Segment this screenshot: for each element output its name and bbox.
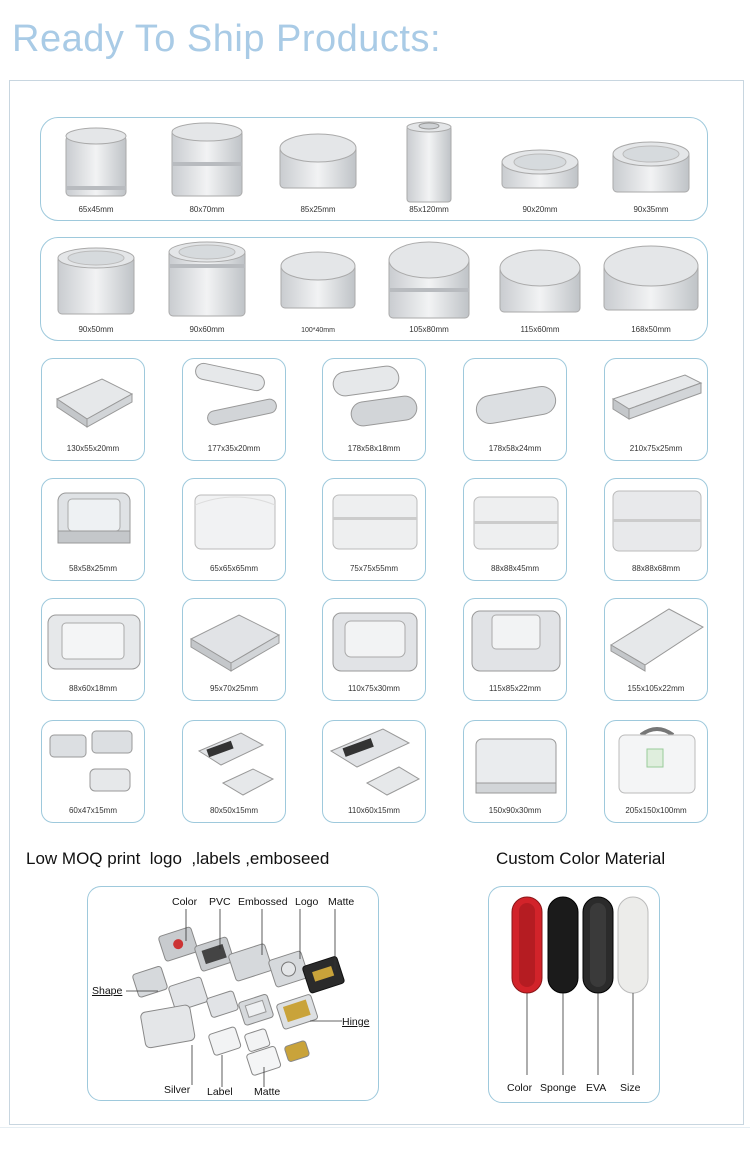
box-tin-88x88x45[interactable] <box>463 478 567 581</box>
label-label: Label <box>207 1086 233 1098</box>
box-tin-88x60x18[interactable] <box>41 598 145 701</box>
tin-85x120[interactable] <box>374 118 484 220</box>
box-tin-75x75x55[interactable] <box>322 478 426 581</box>
tin-90x20[interactable] <box>485 118 595 220</box>
size-label: 95x70x25mm <box>209 684 259 693</box>
size-label: 58x58x25mm <box>68 564 118 573</box>
size-label: 90x50mm <box>78 325 114 334</box>
box-tin-110x75x30[interactable] <box>322 598 426 701</box>
box-tin-115x85x22[interactable] <box>463 598 567 701</box>
size-label: 88x88x68mm <box>631 564 681 573</box>
moq-heading: Low MOQ print logo ,labels ,emboseed <box>26 849 330 868</box>
size-label: 90x20mm <box>522 205 558 214</box>
box-tin-178x58x24[interactable] <box>463 358 567 461</box>
round-tins-panel-1 <box>40 117 708 221</box>
box-tin-210x75x25[interactable] <box>604 358 708 461</box>
tin-100x40[interactable] <box>263 238 373 340</box>
material-sponge: Sponge <box>540 1082 577 1094</box>
tin-105x80[interactable] <box>374 238 484 340</box>
size-label: 88x60x18mm <box>68 684 118 693</box>
size-label: 85x120mm <box>409 205 449 214</box>
box-tin-80x50x15[interactable] <box>182 720 286 823</box>
tin-90x50[interactable] <box>41 238 151 340</box>
box-tin-65x65x65[interactable] <box>182 478 286 581</box>
bottom-divider <box>0 1127 750 1128</box>
material-heading: Custom Color Material <box>496 849 666 868</box>
box-tin-155x105x22[interactable] <box>604 598 708 701</box>
label-matte-bottom: Matte <box>254 1086 281 1098</box>
size-label: 177x35x20mm <box>207 444 261 453</box>
tin-168x50[interactable] <box>596 238 706 340</box>
swatch-size <box>618 897 648 993</box>
tin-80x70[interactable] <box>152 118 262 220</box>
size-label: 65x65x65mm <box>209 564 259 573</box>
size-label: 85x25mm <box>300 205 336 214</box>
size-label: 60x47x15mm <box>68 806 118 815</box>
label-embossed: Embossed <box>238 896 288 908</box>
material-size: Size <box>620 1082 641 1094</box>
size-label: 115x60mm <box>520 325 560 334</box>
size-label: 100*40mm <box>301 327 335 334</box>
size-label: 178x58x18mm <box>347 444 401 453</box>
round-tins-panel-2 <box>40 237 708 341</box>
size-label: 65x45mm <box>78 205 114 214</box>
size-label: 130x55x20mm <box>66 444 120 453</box>
size-label: 178x58x24mm <box>488 444 542 453</box>
tin-collage <box>88 887 380 1102</box>
label-shape: Shape <box>92 985 123 997</box>
box-tin-95x70x25[interactable] <box>182 598 286 701</box>
box-tin-130x55x20[interactable] <box>41 358 145 461</box>
box-tin-88x88x68[interactable] <box>604 478 708 581</box>
label-logo: Logo <box>295 896 319 908</box>
box-tin-58x58x25[interactable] <box>41 478 145 581</box>
box-tin-177x35x20[interactable] <box>182 358 286 461</box>
size-label: 150x90x30mm <box>488 806 542 815</box>
size-label: 155x105x22mm <box>627 684 685 693</box>
material-eva: EVA <box>586 1082 607 1094</box>
size-label: 75x75x55mm <box>349 564 399 573</box>
swatch-sponge <box>548 897 578 993</box>
size-label: 105x80mm <box>409 325 449 334</box>
material-color: Color <box>507 1082 533 1094</box>
moq-panel <box>87 886 379 1101</box>
size-label: 205x150x100mm <box>625 806 687 815</box>
box-tin-205x150x100[interactable] <box>604 720 708 823</box>
size-label: 90x35mm <box>633 205 669 214</box>
box-tin-150x90x30[interactable] <box>463 720 567 823</box>
label-hinge: Hinge <box>342 1016 370 1028</box>
size-label: 110x60x15mm <box>348 806 400 815</box>
label-matte-top: Matte <box>328 896 355 908</box>
box-tin-110x60x15[interactable] <box>322 720 426 823</box>
size-label: 90x60mm <box>189 325 225 334</box>
size-label: 88x88x45mm <box>490 564 540 573</box>
tin-65x45[interactable] <box>41 118 151 220</box>
material-panel <box>488 886 660 1103</box>
tin-90x60[interactable] <box>152 238 262 340</box>
size-label: 168x50mm <box>631 325 671 334</box>
size-label: 80x50x15mm <box>209 806 259 815</box>
tin-90x35[interactable] <box>596 118 706 220</box>
size-label: 115x85x22mm <box>489 684 541 693</box>
tin-115x60[interactable] <box>485 238 595 340</box>
box-tin-178x58x18[interactable] <box>322 358 426 461</box>
size-label: 80x70mm <box>189 205 225 214</box>
label-pvc: PVC <box>209 896 231 908</box>
label-color: Color <box>172 896 198 908</box>
size-label: 210x75x25mm <box>629 444 683 453</box>
tin-85x25[interactable] <box>263 118 373 220</box>
page-title: Ready To Ship Products: <box>12 18 442 60</box>
size-label: 110x75x30mm <box>348 684 400 693</box>
label-silver: Silver <box>164 1084 191 1096</box>
box-tin-60x47x15[interactable] <box>41 720 145 823</box>
